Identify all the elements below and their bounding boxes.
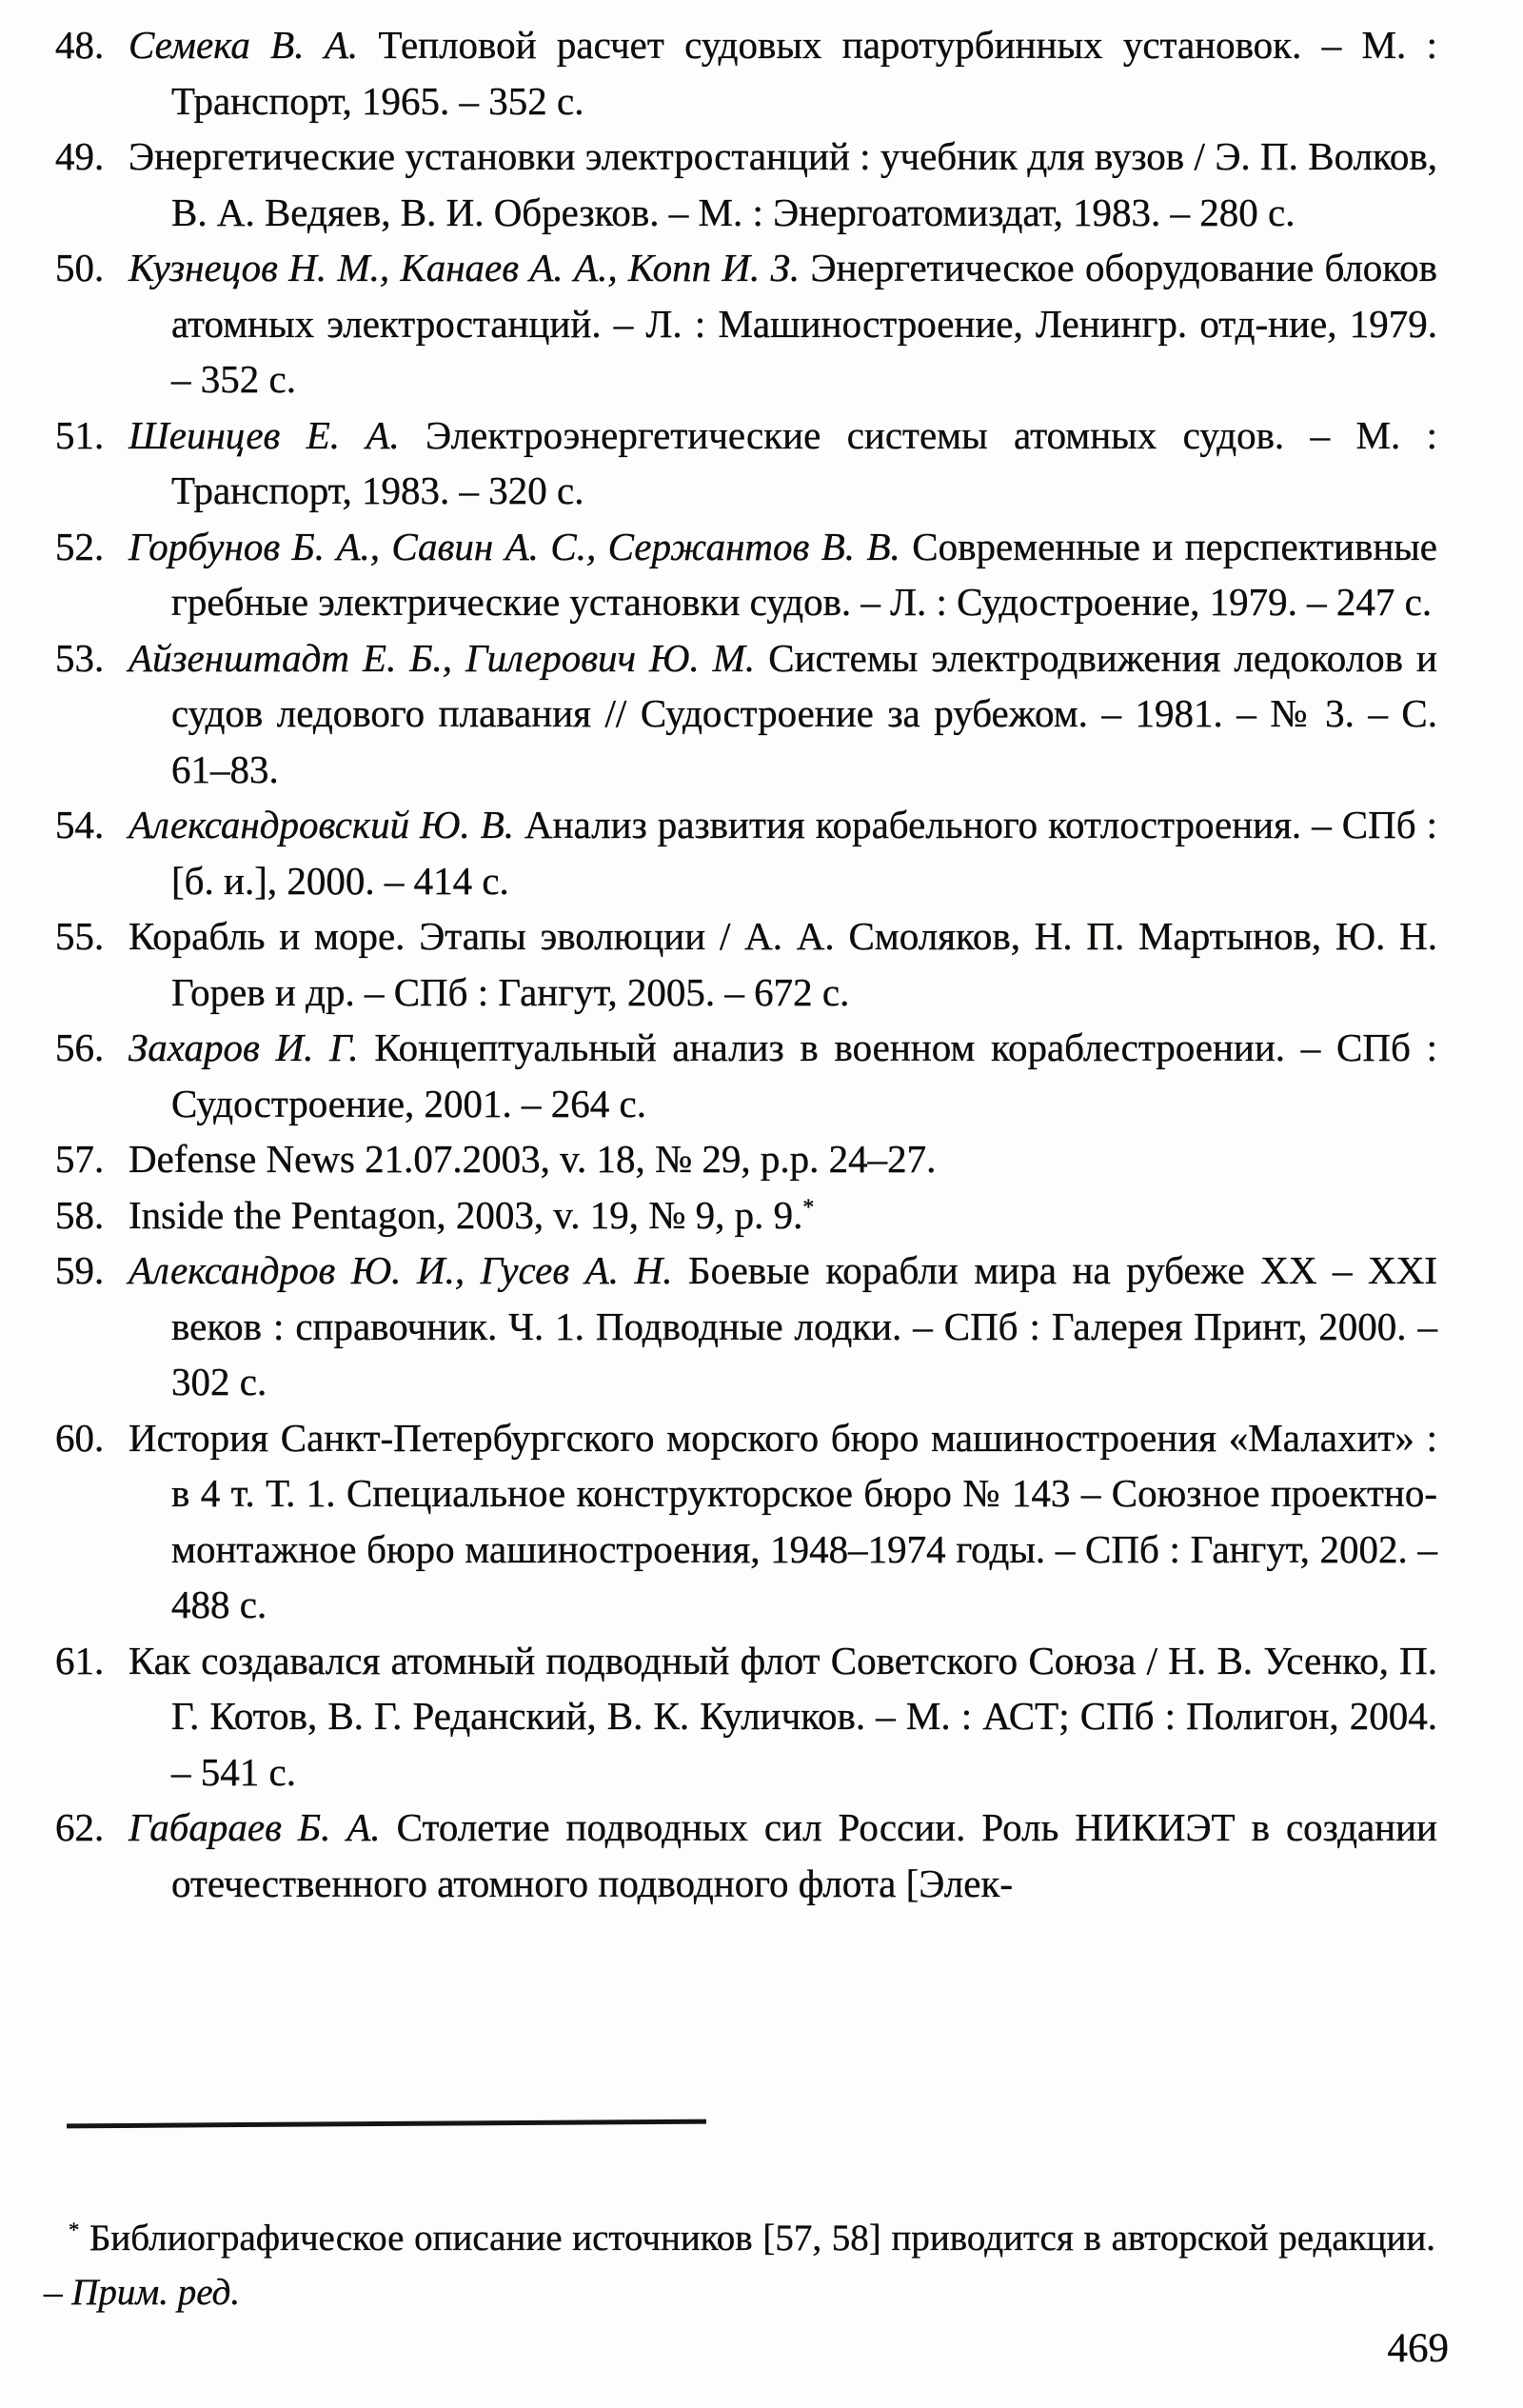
entry-text: Современные и перспективные гребные электрические установки судов. – Л. : Судостроение, 1979. – 247 с. [171,524,1438,624]
entry-author: Захаров И. Г. [129,1025,359,1069]
bibliography-entry [55,1131,1437,1187]
entry-number: 55. [55,914,105,958]
entry-text: Концептуальный анализ в военном кораблестроении. – СПб : Судостроение, 2001. – 264 с. [171,1025,1437,1125]
entry-text: Энергетические установки электростанций : учебник для вузов / Э. П. Волков, В. А. Ведяев, В. И. Обрезков. – М. : Энергоатомиздат, 1983. – 280 с. [129,134,1437,234]
bibliography-entry [55,1410,1437,1633]
entry-text: Корабль и море. Этапы эволюции / А. А. Смоляков, Н. П. Мартынов, Ю. Н. Горев и др. – СПб : Гангут, 2005. – 672 с. [129,914,1437,1014]
entry-number: 50. [55,246,105,289]
entry-author: Александров Ю. И., Гусев А. Н. [129,1248,673,1292]
entry-text: Столетие подводных сил России. Роль НИКИЭТ в создании отечественного атомного подводного флота [Элек- [171,1805,1437,1905]
entry-author: Айзенштадт Е. Б., Гилерович Ю. М. [129,635,756,680]
entry-number: 61. [55,1638,105,1682]
entry-author: Александровский Ю. В. [129,803,515,846]
entry-author: Кузнецов Н. М., Канаев А. А., Копп И. З. [129,246,801,289]
bibliography-entry [55,240,1437,408]
entry-number: 53. [55,635,105,680]
entry-text: Энергетическое оборудование блоков атомных электростанций. – Л. : Машиностроение, Ленингр. отд-ние, 1979. – 352 с. [171,246,1437,401]
entry-author: Семека В. А. [129,23,359,67]
footnote-separator-rule [67,2119,706,2129]
entry-text: Как создавался атомный подводный флот Советского Союза / Н. В. Усенко, П. Г. Котов, В. Г. Реданский, В. К. Куличков. – М. : АСТ; СПб : Полигон, 2004. – 541 с. [129,1638,1437,1794]
entry-number: 48. [55,23,105,67]
bibliography-entry [55,797,1437,908]
entry-author: Габараев Б. А. [129,1805,381,1849]
entry-text: История Санкт-Петербургского морского бюро машиностроения «Малахит» : в 4 т. Т. 1. Специальное конструкторское бюро № 143 – Союзное проектно-монтажное бюро машиностроения, 1948–1974 годы. – СПб : Гангут, 2002. – 488 с. [129,1415,1437,1626]
entry-number: 54. [55,803,105,846]
bibliography-entry [55,630,1437,798]
bibliography-entry [55,519,1438,630]
footnote [44,2211,1435,2319]
bibliography-entry [55,1020,1437,1131]
entry-author: Горбунов Б. А., Савин А. С., Сержантов В. В. [129,524,900,568]
entry-number: 58. [55,1192,105,1237]
entry-text: Defense News 21.07.2003, v. 18, № 29, p.p. 24–27. [129,1137,937,1181]
bibliography-list [0,17,1523,1911]
entry-number: 59. [55,1248,105,1292]
entry-author: Шеинцев Е. А. [129,412,400,457]
entry-number: 62. [55,1805,105,1849]
bibliography-entry [55,1800,1437,1911]
bibliography-entry [55,1633,1437,1801]
entry-number: 60. [55,1415,105,1460]
entry-number: 51. [55,412,105,457]
entry-text: Тепловой расчет судовых паротурбинных установок. – М. : Транспорт, 1965. – 352 с. [171,23,1437,123]
footnote-text: Библиографическое описание источников [57, 58] приводится в авторской редакции. – [44,2218,1435,2313]
entry-number: 49. [55,134,105,178]
entry-number: 52. [55,524,105,568]
entry-number: 56. [55,1025,105,1069]
bibliography-entry [55,1187,1437,1244]
footnote-editor-note: Прим. ред. [71,2272,241,2313]
bibliography-entry [55,1243,1437,1410]
bibliography-entry [55,129,1437,240]
bibliography-entry [55,408,1437,519]
entry-text: Электроэнергетические системы атомных судов. – М. : Транспорт, 1983. – 320 с. [171,412,1437,512]
page-number: 469 [1387,2326,1449,2371]
entry-text: Боевые корабли мира на рубеже XX – XXI веков : справочник. Ч. 1. Подводные лодки. – СПб : Галерея Принт, 2000. – 302 с. [171,1248,1437,1403]
bibliography-entry [55,908,1437,1020]
entry-text: Системы электродвижения ледоколов и судов ледового плавания // Судостроение за рубежом. – 1981. – № 3. – С. 61–83. [171,635,1437,791]
entry-text: Inside the Pentagon, 2003, v. 19, № 9, p. 9. [129,1192,803,1237]
entry-number: 57. [55,1137,105,1181]
footnote-reference-marker: * [802,1194,815,1220]
bibliography-entry [55,17,1437,129]
footnote-marker: * [69,2218,80,2241]
entry-text: Анализ развития корабельного котлостроения. – СПб : [б. и.], 2000. – 414 с. [171,803,1437,903]
